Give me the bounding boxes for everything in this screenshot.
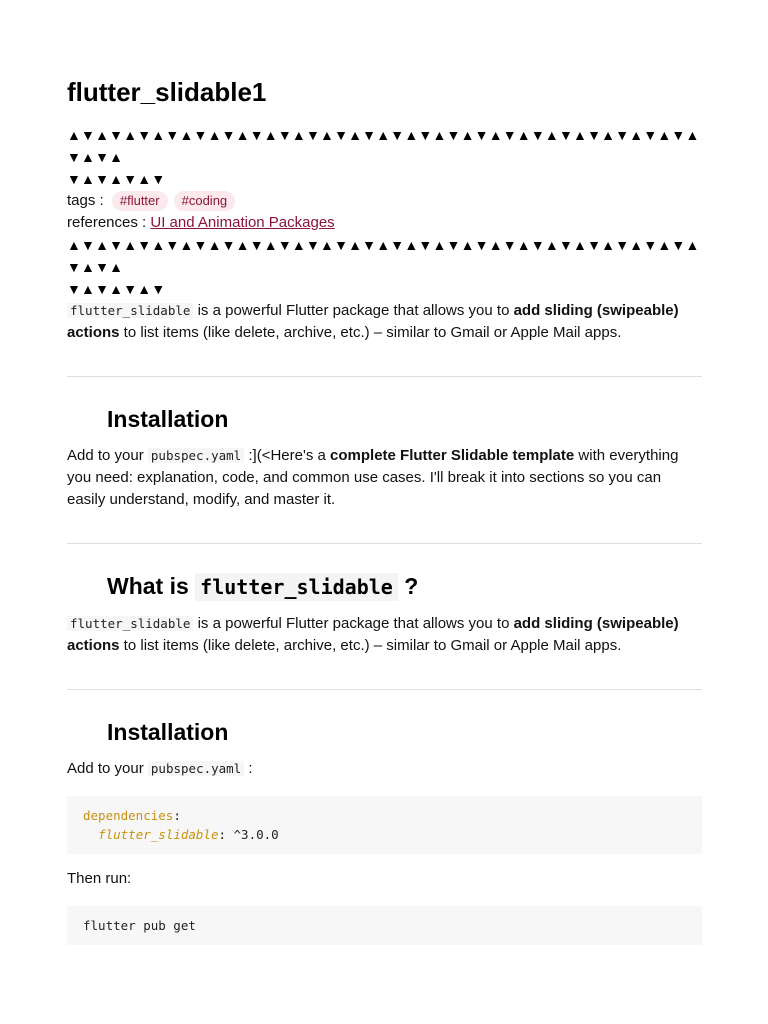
section-heading-installation-2: Installation [107, 719, 229, 745]
tag-coding[interactable]: #coding [174, 191, 236, 211]
section-divider [67, 543, 702, 544]
command-code-block: flutter pub get [67, 906, 702, 945]
tag-flutter[interactable]: #flutter [112, 191, 168, 211]
then-run-text: Then run: [67, 870, 132, 887]
heading-inline-code: flutter_slidable [195, 573, 398, 601]
section-divider [67, 376, 702, 377]
triangle-divider-top [67, 124, 702, 190]
inline-code: pubspec.yaml [148, 448, 244, 463]
references-row [67, 212, 702, 234]
section-heading-what-is: What is flutter_slidable ? [107, 573, 419, 599]
section-heading-installation: Installation [107, 406, 229, 432]
installation-paragraph: Add to your pubspec.yaml :](<Here's a complete Flutter Slidable template with everything you need: explanation, code, and common use cases. I'll break it into sections so you can easily understand, modify, and master it. [67, 447, 679, 508]
page-title: flutter_slidable1 [67, 77, 267, 107]
intro-paragraph: flutter_slidable is a powerful Flutter package that allows you to add sliding (swipeable) actions to list items (like delete, archive, etc.) – similar to Gmail or Apple Mail apps. [67, 302, 679, 341]
tags-row [67, 190, 702, 212]
inline-code: flutter_slidable [67, 616, 193, 631]
inline-code: pubspec.yaml [148, 761, 244, 776]
triangle-divider-bottom [67, 234, 702, 300]
triangle-line: ▼▲▼▲▼▲▼ [67, 171, 166, 187]
yaml-code-block: dependencies: flutter_slidable: ^3.0.0 [67, 796, 702, 854]
references-label: references : [67, 214, 147, 231]
triangle-line: ▲▼▲▼▲▼▲▼▲▼▲▼▲▼▲▼▲▼▲▼▲▼▲▼▲▼▲▼▲▼▲▼▲▼▲▼▲▼▲▼▲▼▲▼▲▼▲▼▲ [67, 237, 700, 275]
tags-label: tags : [67, 192, 104, 209]
triangle-line: ▲▼▲▼▲▼▲▼▲▼▲▼▲▼▲▼▲▼▲▼▲▼▲▼▲▼▲▼▲▼▲▼▲▼▲▼▲▼▲▼▲▼▲▼▲▼▲▼▲ [67, 127, 700, 165]
inline-code: flutter_slidable [67, 303, 193, 318]
section-divider [67, 689, 702, 690]
triangle-line: ▼▲▼▲▼▲▼ [67, 281, 166, 297]
installation-paragraph-2: Add to your pubspec.yaml : [67, 760, 253, 777]
what-is-paragraph: flutter_slidable is a powerful Flutter package that allows you to add sliding (swipeable) actions to list items (like delete, archive, etc.) – similar to Gmail or Apple Mail apps. [67, 615, 679, 654]
reference-link[interactable]: UI and Animation Packages [150, 214, 335, 231]
